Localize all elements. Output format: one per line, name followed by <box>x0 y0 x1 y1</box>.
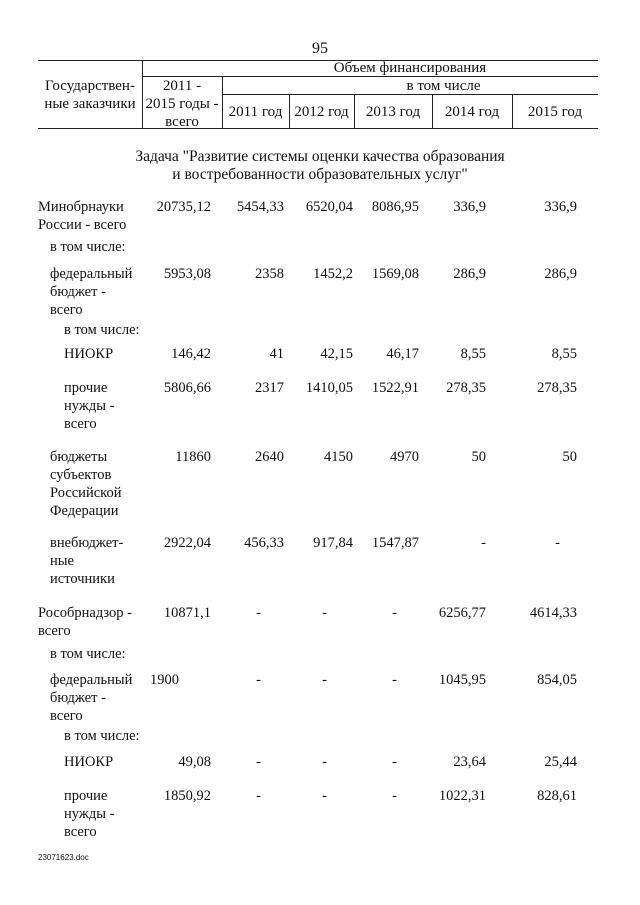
value-2012: 1410,05 <box>305 380 353 396</box>
value-2011: - <box>256 754 261 770</box>
value-2011: 5454,33 <box>236 199 284 215</box>
header-year: 2012 год <box>294 104 349 120</box>
value-2015: 828,61 <box>537 788 577 804</box>
value-total: 1850,92 <box>163 788 211 804</box>
value-2013: - <box>392 754 397 770</box>
value-2015: 278,35 <box>537 380 577 396</box>
header-year: 2013 год <box>365 104 421 120</box>
value-2012: - <box>322 605 327 621</box>
value-2015: 25,44 <box>544 754 577 770</box>
row-label: прочие нужды - всего <box>64 380 115 432</box>
value-2015: 8,55 <box>551 346 577 362</box>
header-year: 2014 год <box>444 104 500 120</box>
page-number: 95 <box>312 40 328 57</box>
value-2014: - <box>481 535 486 551</box>
value-2011: 2317 <box>255 380 284 396</box>
value-2011: - <box>256 788 261 804</box>
value-2012: 4150 <box>324 449 353 465</box>
row-label: бюджеты субъектов Российской Федерации <box>50 449 122 519</box>
value-2014: 50 <box>471 449 486 465</box>
value-2015: 286,9 <box>544 266 577 282</box>
value-total: 10871,1 <box>163 605 211 621</box>
value-total: 20735,12 <box>156 199 211 215</box>
value-2014: 1022,31 <box>438 788 486 804</box>
value-total: 2922,04 <box>163 535 211 551</box>
header-including: в том числе <box>406 78 481 94</box>
row-label: прочие нужды - всего <box>64 788 115 840</box>
row-label: федеральный бюджет - всего <box>50 672 133 724</box>
value-2012: - <box>322 672 327 688</box>
value-2012: 42,15 <box>320 346 353 362</box>
header-bottom-rule <box>38 128 598 129</box>
value-2013: 1547,87 <box>371 535 419 551</box>
value-2014: 23,64 <box>453 754 486 770</box>
row-label: НИОКР <box>64 754 114 770</box>
row-label: внебюджет- ные источники <box>50 535 124 587</box>
value-2012: 6520,04 <box>305 199 353 215</box>
value-2013: - <box>392 672 397 688</box>
value-2013: 8086,95 <box>371 199 419 215</box>
value-2012: 1452,2 <box>313 266 353 282</box>
header-customers: Государствен- ные заказчики <box>44 78 136 112</box>
row-label: в том числе: <box>64 322 140 338</box>
header-total: 2011 - 2015 годы - всего <box>145 78 219 130</box>
value-2014: 8,55 <box>460 346 486 362</box>
document-code: 23071623.doc <box>38 853 89 862</box>
value-2012: 917,84 <box>313 535 353 551</box>
value-2012: - <box>322 754 327 770</box>
value-2015: 336,9 <box>544 199 577 215</box>
header-year: 2015 год <box>527 104 583 120</box>
header-year: 2011 год <box>228 104 283 120</box>
value-2014: 286,9 <box>453 266 486 282</box>
value-2013: - <box>392 605 397 621</box>
header-funding-volume: Объем финансирования <box>333 60 487 76</box>
row-label: в том числе: <box>50 646 126 662</box>
value-total: 49,08 <box>178 754 211 770</box>
value-2011: 41 <box>269 346 284 362</box>
value-2011: - <box>256 672 261 688</box>
row-label: Минобрнауки России - всего <box>38 199 127 233</box>
value-2013: 1569,08 <box>371 266 419 282</box>
value-total: 146,42 <box>171 346 211 362</box>
value-2015: 854,05 <box>537 672 577 688</box>
value-2011: - <box>256 605 261 621</box>
value-2011: 2358 <box>255 266 284 282</box>
value-total: 5806,66 <box>163 380 211 396</box>
value-2013: 46,17 <box>386 346 419 362</box>
value-total: 1900 <box>150 672 179 688</box>
value-2013: 1522,91 <box>371 380 419 396</box>
value-total: 5953,08 <box>163 266 211 282</box>
value-2013: 4970 <box>390 449 419 465</box>
row-label: федеральный бюджет - всего <box>50 266 133 318</box>
value-2014: 1045,95 <box>438 672 486 688</box>
value-2011: 456,33 <box>244 535 284 551</box>
row-label: в том числе: <box>50 239 126 255</box>
task-title: Задача "Развитие системы оценки качества образования и востребованности образовательных услуг" <box>135 148 505 183</box>
row-label: НИОКР <box>64 346 114 362</box>
value-2014: 336,9 <box>453 199 486 215</box>
value-2015: - <box>555 535 560 551</box>
row-label: Рособрнадзор - всего <box>38 605 132 639</box>
value-2012: - <box>322 788 327 804</box>
value-2015: 4614,33 <box>529 605 577 621</box>
row-label: в том числе: <box>64 728 140 744</box>
value-2014: 278,35 <box>446 380 486 396</box>
value-2015: 50 <box>562 449 577 465</box>
value-total: 11860 <box>175 449 211 465</box>
value-2011: 2640 <box>255 449 284 465</box>
value-2014: 6256,77 <box>438 605 486 621</box>
value-2013: - <box>392 788 397 804</box>
